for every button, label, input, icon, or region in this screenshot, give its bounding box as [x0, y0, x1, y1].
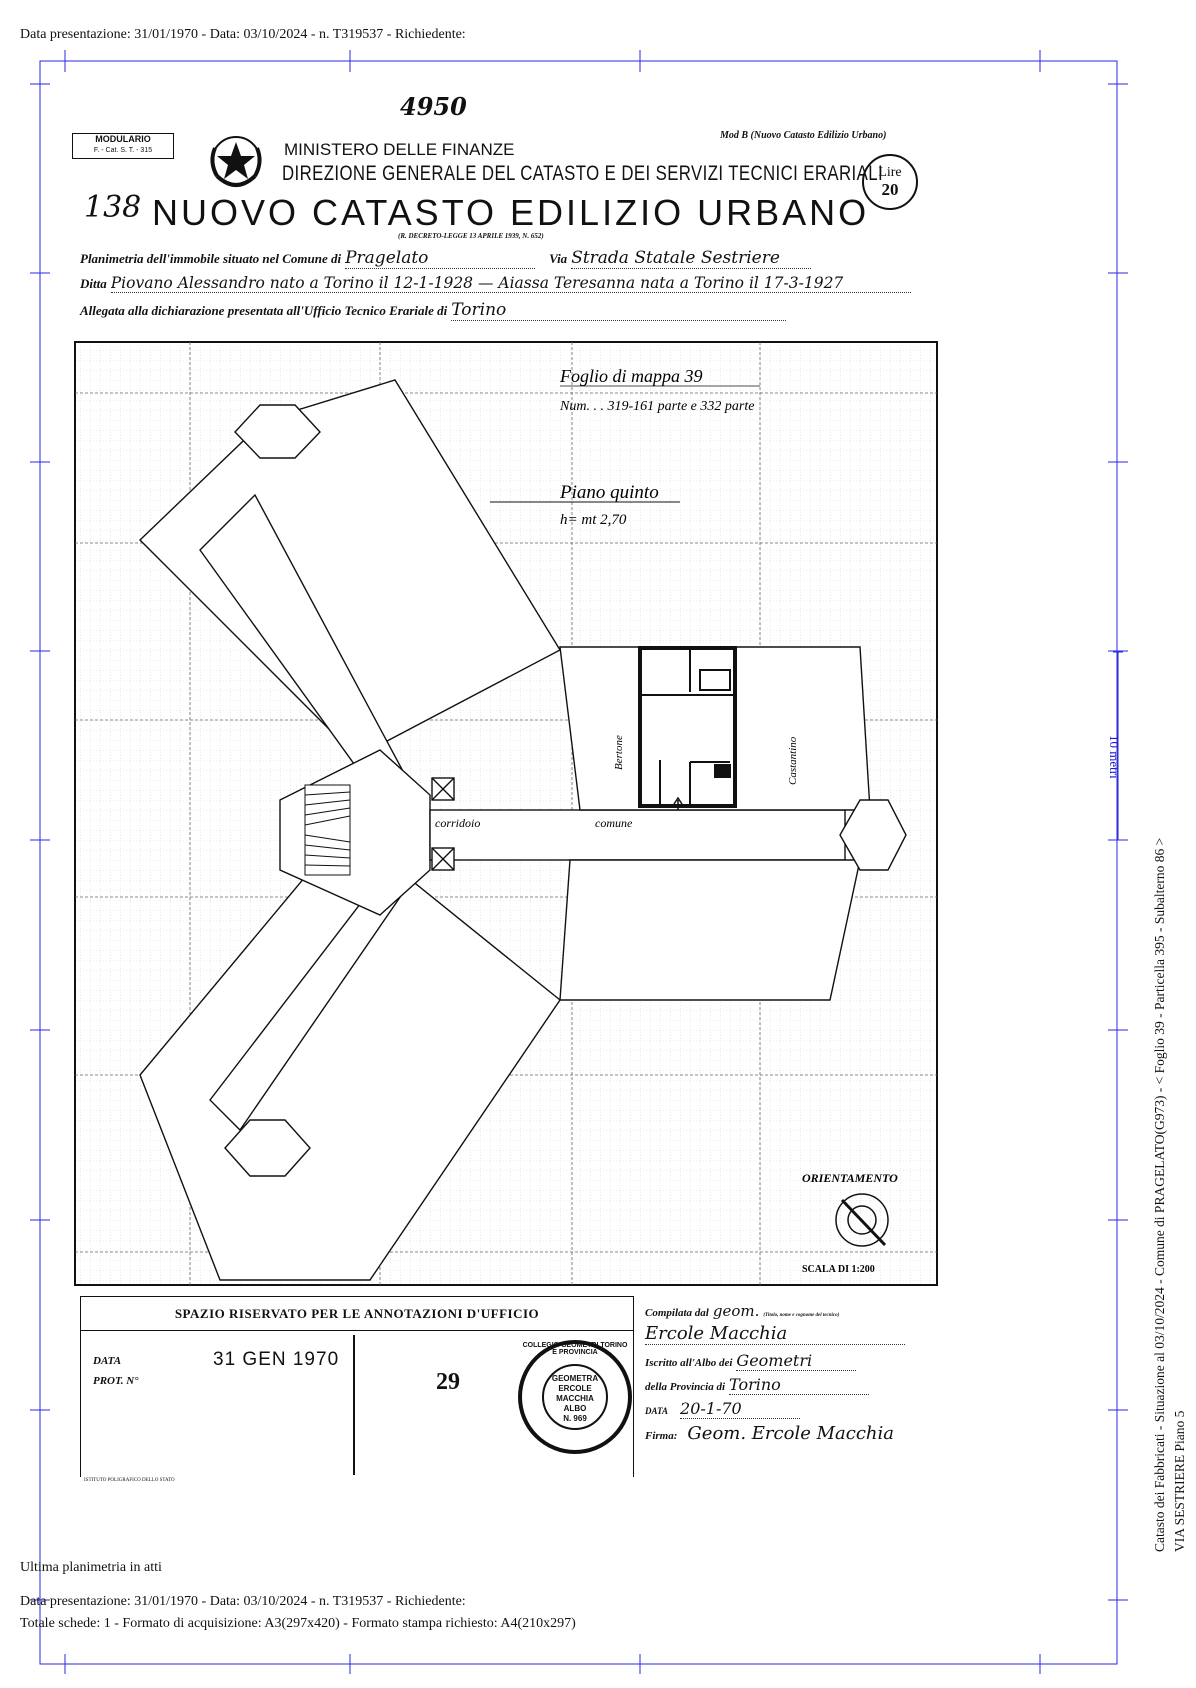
lire-stamp: [862, 154, 918, 210]
corridor: [430, 810, 845, 860]
albo-value: Geometri: [736, 1351, 856, 1371]
geometra-seal: [518, 1340, 632, 1454]
footer-line2: Totale schede: 1 - Formato di acquisizione: A3(297x420) - Formato stampa richiesto: A4(210x297): [20, 1616, 576, 1631]
compiler-title-note: (Titolo, nome e cognome del tecnico): [763, 1313, 840, 1318]
office-title: SPAZIO RISERVATO PER LE ANNOTAZIONI D'UFFICIO: [81, 1297, 633, 1331]
via-label: Via: [549, 251, 568, 266]
model-label: Mod B (Nuovo Catasto Edilizio Urbano): [720, 130, 887, 141]
subject-unit: [640, 648, 735, 806]
side-caption-line1: Catasto dei Fabbricati - Situazione al 03/10/2024 - Comune di PRAGELATO(G973) - < Foglio 39 - Particella 395 - Subalterno 86 >: [1152, 837, 1167, 1552]
iscritto-label: Iscritto all'Albo dei: [645, 1357, 733, 1369]
seal-line3: MACCHIA: [556, 1394, 594, 1403]
firma-label: Firma:: [645, 1430, 678, 1442]
ufficio-value: Torino: [451, 300, 786, 321]
comune-label: Planimetria dell'immobile situato nel Comune di: [80, 251, 342, 266]
lire-label: Lire: [878, 165, 902, 180]
seal-line2: ERCOLE: [558, 1384, 592, 1393]
allegata-label: Allegata alla dichiarazione presentata all'Ufficio Tecnico Erariale di: [80, 303, 448, 318]
seal-text: [522, 1374, 628, 1424]
side-caption: [1150, 838, 1190, 1552]
ultima-note: Ultima planimetria in atti: [20, 1560, 162, 1575]
office-prot-number: 29: [436, 1369, 460, 1395]
castantino-text: Castantino: [787, 736, 799, 785]
modulario-code: F. - Cat. S. T. - 315: [93, 147, 153, 154]
compiler-albo-line: [645, 1351, 935, 1371]
office-data-label: DATA: [93, 1355, 122, 1367]
comune-plan-text: comune: [595, 816, 633, 830]
compiler-date-line: [645, 1399, 935, 1419]
comune-line: [80, 248, 811, 269]
seal-line4: ALBO: [563, 1404, 587, 1413]
modulario-label: MODULARIO: [95, 134, 151, 144]
office-prot-label: PROT. N°: [93, 1375, 139, 1387]
compiler-firma-line: [645, 1423, 935, 1444]
ditta-label: Ditta: [80, 276, 107, 291]
compiler-title: geom.: [712, 1302, 760, 1320]
footer-line1: Data presentazione: 31/01/1970 - Data: 03/10/2024 - n. T319537 - Richiedente:: [20, 1594, 466, 1609]
ministry-name: MINISTERO DELLE FINANZE: [284, 140, 515, 159]
ditta-value: Piovano Alessandro nato a Torino il 12-1-1928 — Aiassa Teresanna nata a Torino il 17-3-1927: [111, 274, 911, 293]
header-line: Data presentazione: 31/01/1970 - Data: 03/10/2024 - n. T319537 - Richiedente:: [20, 27, 466, 42]
office-stamp-date: 31 GEN 1970: [213, 1349, 340, 1370]
orientamento-text: ORIENTAMENTO: [802, 1171, 898, 1185]
piano-text: Piano quinto: [560, 482, 659, 503]
compiler-block: [645, 1302, 935, 1444]
firma-signature: Geom. Ercole Macchia: [687, 1423, 894, 1444]
comune-value: Pragelato: [345, 248, 535, 269]
lire-value: 20: [881, 180, 899, 199]
office-divider: [353, 1335, 355, 1475]
ditta-line: [80, 274, 911, 293]
allegata-line: [80, 300, 786, 321]
altezza-text: h= mt 2,70: [560, 512, 627, 528]
form-title: NUOVO CATASTO EDILIZIO URBANO: [152, 192, 870, 233]
handwritten-number: 4950: [400, 92, 467, 121]
scale-bar-label: 10 metri: [1107, 735, 1122, 779]
direction-name: DIREZIONE GENERALE DEL CATASTO E DEI SERVIZI TECNICI ERARIALI: [282, 162, 884, 185]
seal-line1: GEOMETRA: [551, 1374, 599, 1383]
compilata-label: Compilata dal: [645, 1307, 709, 1319]
compiler-date-value: 20-1-70: [680, 1399, 800, 1419]
compiler-provincia-line: [645, 1375, 935, 1395]
num-text: Num. . . 319-161 parte e 332 parte: [560, 399, 755, 414]
seal-line5: N. 969: [563, 1414, 587, 1423]
foglio-text: Foglio di mappa 39: [560, 366, 703, 386]
right-lower-block: [560, 860, 860, 1000]
printer-note: ISTITUTO POLIGRAFICO DELLO STATO: [84, 1478, 175, 1483]
provincia-label: della Provincia di: [645, 1381, 726, 1393]
modulario-box: [72, 133, 174, 159]
corridoio-text: corridoio: [435, 816, 481, 830]
via-value: Strada Statale Sestriere: [571, 248, 811, 269]
decree-note: (R. DECRETO-LEGGE 13 APRILE 1939, N. 652): [398, 232, 544, 240]
scala-text: SCALA DI 1:200: [802, 1264, 875, 1275]
republic-emblem: [205, 128, 267, 194]
provincia-value: Torino: [729, 1375, 869, 1395]
side-caption-line2: VIA SESTRIERE Piano 5: [1172, 1410, 1187, 1552]
seal-ring: COLLEGIO GEOMETRI TORINO E PROVINCIA: [522, 1342, 628, 1356]
compiler-date-label: DATA: [645, 1406, 669, 1416]
sheet-number: 138: [84, 190, 142, 225]
floor-plan: [60, 330, 960, 1290]
compiler-line1: [645, 1302, 935, 1321]
compiler-name: Ercole Macchia: [645, 1323, 905, 1345]
bertone-text: Bertone: [613, 735, 625, 770]
